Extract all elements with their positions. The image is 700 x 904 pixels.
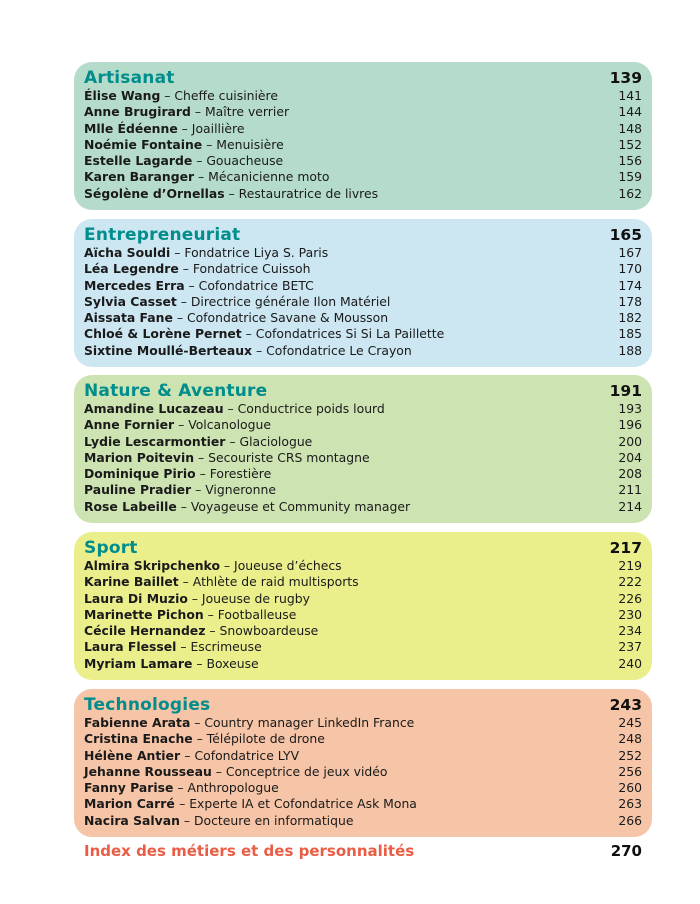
entry-name: Anne Fornier [84, 417, 175, 433]
toc-entry[interactable] [84, 417, 642, 433]
entry-role: – Country manager LinkedIn France [190, 715, 415, 730]
entry-page: 256 [618, 763, 642, 779]
entry-name: Marinette Pichon [84, 606, 204, 622]
entry-name: Nacira Salvan [84, 812, 180, 828]
section-technologies [74, 689, 652, 837]
section-header [84, 695, 642, 715]
entry-page: 245 [618, 715, 642, 730]
toc-entry[interactable] [84, 558, 642, 574]
section-entrepreneuriat [74, 219, 652, 367]
entry-role: – Voyageuse et Community manager [176, 498, 411, 514]
toc-entry[interactable] [84, 499, 642, 515]
entry-name: Dominique Pirio [84, 466, 196, 482]
entry-role: – Footballeuse [203, 606, 297, 622]
entry-role: – Secouriste CRS montagne [194, 449, 370, 465]
section-title: Sport [84, 538, 138, 558]
entry-role: – Docteure en informatique [179, 812, 354, 828]
entry-role: – Cofondatrices Si Si La Paillette [241, 326, 445, 342]
entry-page: 248 [618, 731, 642, 747]
toc-entry[interactable] [84, 591, 642, 607]
entry-name: Aïcha Souldi [84, 245, 171, 260]
entry-name: Karine Baillet [84, 574, 179, 590]
entry-role: – Joaillière [177, 120, 245, 136]
entry-name: Myriam Lamare [84, 655, 193, 671]
index-label: Index des métiers et des personnalités [84, 842, 415, 860]
section-header [84, 381, 642, 401]
entry-role: – Maître verrier [190, 104, 290, 120]
toc-entry[interactable] [84, 245, 642, 261]
entry-name: Fabienne Arata [84, 715, 191, 730]
section-page: 139 [609, 69, 642, 87]
toc-entry[interactable] [84, 748, 642, 764]
entry-page: 230 [618, 606, 642, 622]
entry-role: – Experte IA et Cofondatrice Ask Mona [179, 796, 417, 812]
entry-page: 152 [618, 136, 642, 152]
entry-page: 234 [618, 623, 642, 639]
entry-name: Sylvia Casset [84, 293, 177, 309]
entry-name: Élise Wang [84, 88, 161, 103]
toc-entry[interactable] [84, 153, 642, 169]
entry-name: Noémie Fontaine [84, 136, 203, 152]
toc-entry[interactable] [84, 466, 642, 482]
toc-entry[interactable] [84, 656, 642, 672]
entry-name: Cristina Enache [84, 731, 193, 747]
entry-role: – Boxeuse [192, 655, 259, 671]
entry-role: – Cofondatrice Savane & Mousson [172, 310, 389, 326]
entry-name: Rose Labeille [84, 498, 177, 514]
entry-role: – Joueuse d’échecs [219, 558, 342, 573]
entry-role: – Snowboardeuse [205, 623, 319, 639]
entry-name: Lydie Lescarmontier [84, 433, 226, 449]
toc-entry[interactable] [84, 310, 642, 326]
entry-role: – Gouacheuse [192, 153, 284, 169]
entry-page: 237 [618, 639, 642, 655]
entry-page: 193 [618, 401, 642, 416]
entry-name: Cécile Hernandez [84, 623, 206, 639]
toc-entry[interactable] [84, 261, 642, 277]
entry-role: – Vigneronne [191, 482, 276, 498]
entry-page: 182 [618, 310, 642, 326]
section-title: Technologies [84, 695, 211, 715]
entry-role: – Forestière [195, 466, 272, 482]
entry-name: Fanny Parise [84, 780, 174, 796]
entry-name: Laura Flessel [84, 639, 177, 655]
entry-role: – Athlète de raid multisports [178, 574, 359, 590]
section-title: Artisanat [84, 68, 175, 88]
entry-page: 188 [618, 342, 642, 358]
entry-role: – Volcanologue [174, 417, 271, 433]
entry-role: – Cofondatrice LYV [184, 747, 300, 763]
entry-role: – Joueuse de rugby [187, 590, 310, 606]
toc-entry[interactable] [84, 574, 642, 590]
toc-entry[interactable] [84, 401, 642, 417]
toc-entry[interactable] [84, 186, 642, 202]
entry-name: Pauline Pradier [84, 482, 192, 498]
toc-entry[interactable] [84, 482, 642, 498]
section-page: 243 [609, 696, 642, 714]
toc-entry[interactable] [84, 715, 642, 731]
section-header [84, 68, 642, 88]
entry-name: Mercedes Erra [84, 277, 185, 293]
toc-entry[interactable] [84, 121, 642, 137]
entry-name: Almira Skripchenko [84, 558, 220, 573]
entry-page: 260 [618, 780, 642, 796]
entry-page: 266 [618, 812, 642, 828]
entry-role: – Fondatrice Liya S. Paris [170, 245, 329, 260]
entry-name: Laura Di Muzio [84, 590, 188, 606]
entry-page: 144 [618, 104, 642, 120]
toc-entry[interactable] [84, 780, 642, 796]
entry-page: 204 [618, 449, 642, 465]
toc-entry[interactable] [84, 278, 642, 294]
entry-role: – Restauratrice de livres [224, 185, 379, 201]
entry-name: Ségolène d’Ornellas [84, 185, 225, 201]
index-page: 270 [610, 842, 642, 860]
entry-name: Estelle Lagarde [84, 153, 193, 169]
entry-page: 178 [618, 293, 642, 309]
entry-role: – Conceptrice de jeux vidéo [211, 763, 388, 779]
entry-name: Jehanne Rousseau [84, 763, 212, 779]
entry-page: 174 [618, 277, 642, 293]
toc-entry[interactable] [84, 326, 642, 342]
entry-name: Léa Legendre [84, 261, 179, 277]
entry-role: – Cofondatrice BETC [184, 277, 314, 293]
entry-page: 170 [618, 261, 642, 277]
section-nature-aventure [74, 375, 652, 523]
entry-name: Marion Poitevin [84, 449, 195, 465]
toc-entry[interactable] [84, 639, 642, 655]
entry-page: 196 [618, 417, 642, 433]
toc-entry[interactable] [84, 434, 642, 450]
entry-page: 240 [618, 655, 642, 671]
toc-entry[interactable] [84, 343, 642, 359]
section-artisanat [74, 62, 652, 210]
toc-entry[interactable] [84, 607, 642, 623]
entry-page: 185 [618, 326, 642, 342]
section-sport [74, 532, 652, 680]
entry-role: – Mécanicienne moto [194, 169, 330, 185]
entry-name: Anne Brugirard [84, 104, 191, 120]
toc-entry[interactable] [84, 88, 642, 104]
entry-role: – Cheffe cuisinière [160, 88, 278, 103]
entry-role: – Anthropologue [173, 780, 279, 796]
entry-page: 162 [618, 185, 642, 201]
entry-page: 159 [618, 169, 642, 185]
toc-entry[interactable] [84, 764, 642, 780]
entry-page: 141 [618, 88, 642, 103]
section-header [84, 538, 642, 558]
toc-entry[interactable] [84, 623, 642, 639]
entry-role: – Menuisière [202, 136, 284, 152]
entry-name: Sixtine Moullé-Berteaux [84, 342, 253, 358]
toc-entry[interactable] [84, 813, 642, 829]
entry-role: – Fondatrice Cuissoh [178, 261, 311, 277]
toc-entry[interactable] [84, 294, 642, 310]
toc-entry[interactable] [84, 731, 642, 747]
entry-name: Marion Carré [84, 796, 180, 812]
entry-role: – Télépilote de drone [192, 731, 325, 747]
entry-page: 263 [618, 796, 642, 812]
entry-page: 148 [618, 120, 642, 136]
section-page: 217 [609, 539, 642, 557]
entry-page: 156 [618, 153, 642, 169]
entry-page: 200 [618, 433, 642, 449]
toc-entry[interactable] [84, 137, 642, 153]
entry-role: – Escrimeuse [176, 639, 262, 655]
toc-entry[interactable] [84, 104, 642, 120]
entry-page: 214 [618, 498, 642, 514]
entry-name: Mlle Édéenne [84, 120, 178, 136]
toc-entry[interactable] [84, 169, 642, 185]
section-page: 165 [609, 226, 642, 244]
section-page: 191 [609, 382, 642, 400]
entry-page: 252 [618, 747, 642, 763]
entry-role: – Cofondatrice Le Crayon [252, 342, 412, 358]
entry-role: – Glaciologue [225, 433, 313, 449]
entry-page: 219 [618, 558, 642, 573]
entry-page: 226 [618, 590, 642, 606]
toc-entry[interactable] [84, 450, 642, 466]
section-title: Nature & Aventure [84, 381, 268, 401]
entry-name: Karen Baranger [84, 169, 195, 185]
entry-page: 167 [618, 245, 642, 260]
entry-name: Aissata Fane [84, 310, 173, 326]
entry-page: 222 [618, 574, 642, 590]
section-header [84, 225, 642, 245]
entry-name: Chloé & Lorène Pernet [84, 326, 242, 342]
entry-role: – Directrice générale Ilon Matériel [176, 293, 391, 309]
entry-name: Amandine Lucazeau [84, 401, 224, 416]
entry-name: Hélène Antier [84, 747, 185, 763]
entry-role: – Conductrice poids lourd [223, 401, 385, 416]
section-title: Entrepreneuriat [84, 225, 241, 245]
entry-page: 208 [618, 466, 642, 482]
index-entry[interactable] [84, 842, 642, 860]
entry-page: 211 [618, 482, 642, 498]
toc-entry[interactable] [84, 796, 642, 812]
